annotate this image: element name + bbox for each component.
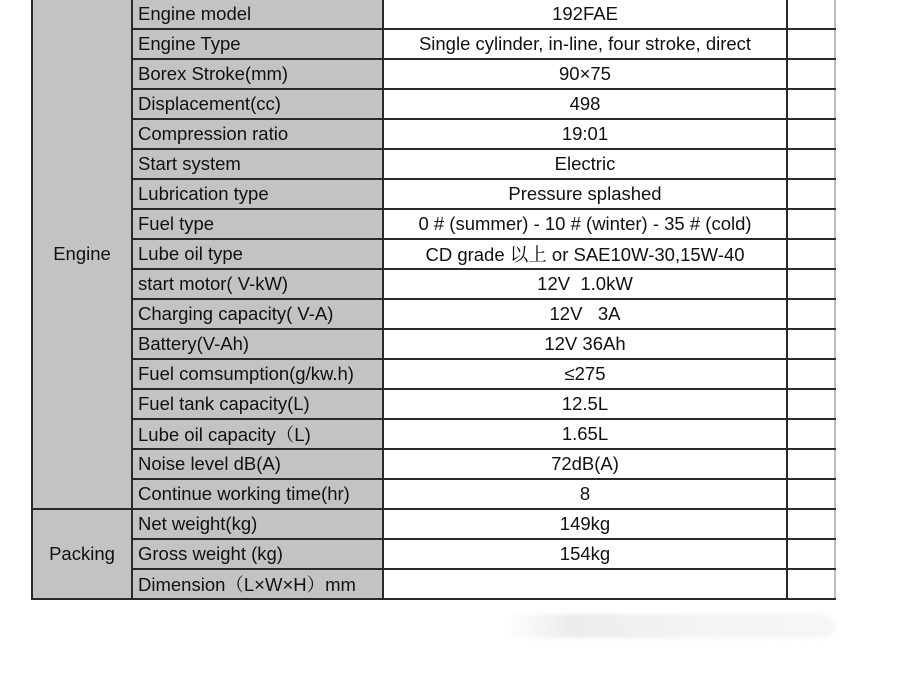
table-row — [32, 449, 835, 479]
empty-cell — [787, 89, 835, 119]
table-row — [32, 539, 835, 569]
row-value: 12V 3A — [383, 299, 787, 329]
empty-cell — [787, 449, 835, 479]
table-row — [32, 119, 835, 149]
empty-cell — [787, 29, 835, 59]
row-value — [383, 569, 787, 599]
empty-cell — [787, 0, 835, 29]
row-label: Battery(V-Ah) — [132, 329, 383, 359]
table-row — [32, 359, 835, 389]
row-value: 0 # (summer) - 10 # (winter) - 35 # (cold) — [383, 209, 787, 239]
table-row — [32, 239, 835, 269]
row-value: 72dB(A) — [383, 449, 787, 479]
table-row — [32, 299, 835, 329]
row-value: 498 — [383, 89, 787, 119]
empty-cell — [787, 269, 835, 299]
row-value: 8 — [383, 479, 787, 509]
row-label: Lube oil capacity（L) — [132, 419, 383, 449]
table-row — [32, 0, 835, 29]
table-row — [32, 479, 835, 509]
row-value: ≤275 — [383, 359, 787, 389]
row-label: Gross weight (kg) — [132, 539, 383, 569]
table-row — [32, 269, 835, 299]
row-value: 12V 36Ah — [383, 329, 787, 359]
table-row — [32, 389, 835, 419]
row-label: Charging capacity( V-A) — [132, 299, 383, 329]
row-label: Lube oil type — [132, 239, 383, 269]
row-label: Borex Stroke(mm) — [132, 59, 383, 89]
table-row — [32, 509, 835, 539]
table-row — [32, 89, 835, 119]
empty-cell — [787, 209, 835, 239]
row-value: 90×75 — [383, 59, 787, 89]
row-value: 19:01 — [383, 119, 787, 149]
empty-cell — [787, 329, 835, 359]
table-row — [32, 329, 835, 359]
row-value: 154kg — [383, 539, 787, 569]
row-label: Start system — [132, 149, 383, 179]
empty-cell — [787, 149, 835, 179]
row-label: Engine model — [132, 0, 383, 29]
table-row — [32, 29, 835, 59]
empty-cell — [787, 59, 835, 89]
table-row — [32, 209, 835, 239]
watermark-blur — [505, 614, 835, 638]
table-row — [32, 179, 835, 209]
empty-cell — [787, 119, 835, 149]
row-label: Lubrication type — [132, 179, 383, 209]
row-label: Compression ratio — [132, 119, 383, 149]
empty-cell — [787, 239, 835, 269]
row-label: Continue working time(hr) — [132, 479, 383, 509]
table-row — [32, 419, 835, 449]
group-packing: Packing — [32, 509, 132, 599]
empty-cell — [787, 509, 835, 539]
empty-cell — [787, 539, 835, 569]
empty-cell — [787, 419, 835, 449]
table-row — [32, 569, 835, 599]
row-value: Electric — [383, 149, 787, 179]
row-label: Engine Type — [132, 29, 383, 59]
empty-cell — [787, 299, 835, 329]
row-value: 192FAE — [383, 0, 787, 29]
row-value: CD grade 以上 or SAE10W-30,15W-40 — [383, 239, 787, 269]
spec-table — [31, 0, 836, 600]
table-row — [32, 149, 835, 179]
table-row — [32, 59, 835, 89]
row-label: Displacement(cc) — [132, 89, 383, 119]
row-label: start motor( V-kW) — [132, 269, 383, 299]
row-label: Fuel tank capacity(L) — [132, 389, 383, 419]
row-value: 12V 1.0kW — [383, 269, 787, 299]
row-label: Net weight(kg) — [132, 509, 383, 539]
empty-cell — [787, 359, 835, 389]
row-value: 149kg — [383, 509, 787, 539]
empty-cell — [787, 389, 835, 419]
empty-cell — [787, 569, 835, 599]
row-value: 1.65L — [383, 419, 787, 449]
empty-cell — [787, 179, 835, 209]
row-label: Dimension（L×W×H）mm — [132, 569, 383, 599]
row-label: Noise level dB(A) — [132, 449, 383, 479]
row-label: Fuel comsumption(g/kw.h) — [132, 359, 383, 389]
empty-cell — [787, 479, 835, 509]
row-value: 12.5L — [383, 389, 787, 419]
row-value: Pressure splashed — [383, 179, 787, 209]
row-label: Fuel type — [132, 209, 383, 239]
group-engine: Engine — [32, 0, 132, 509]
row-value: Single cylinder, in-line, four stroke, direct — [383, 29, 787, 59]
